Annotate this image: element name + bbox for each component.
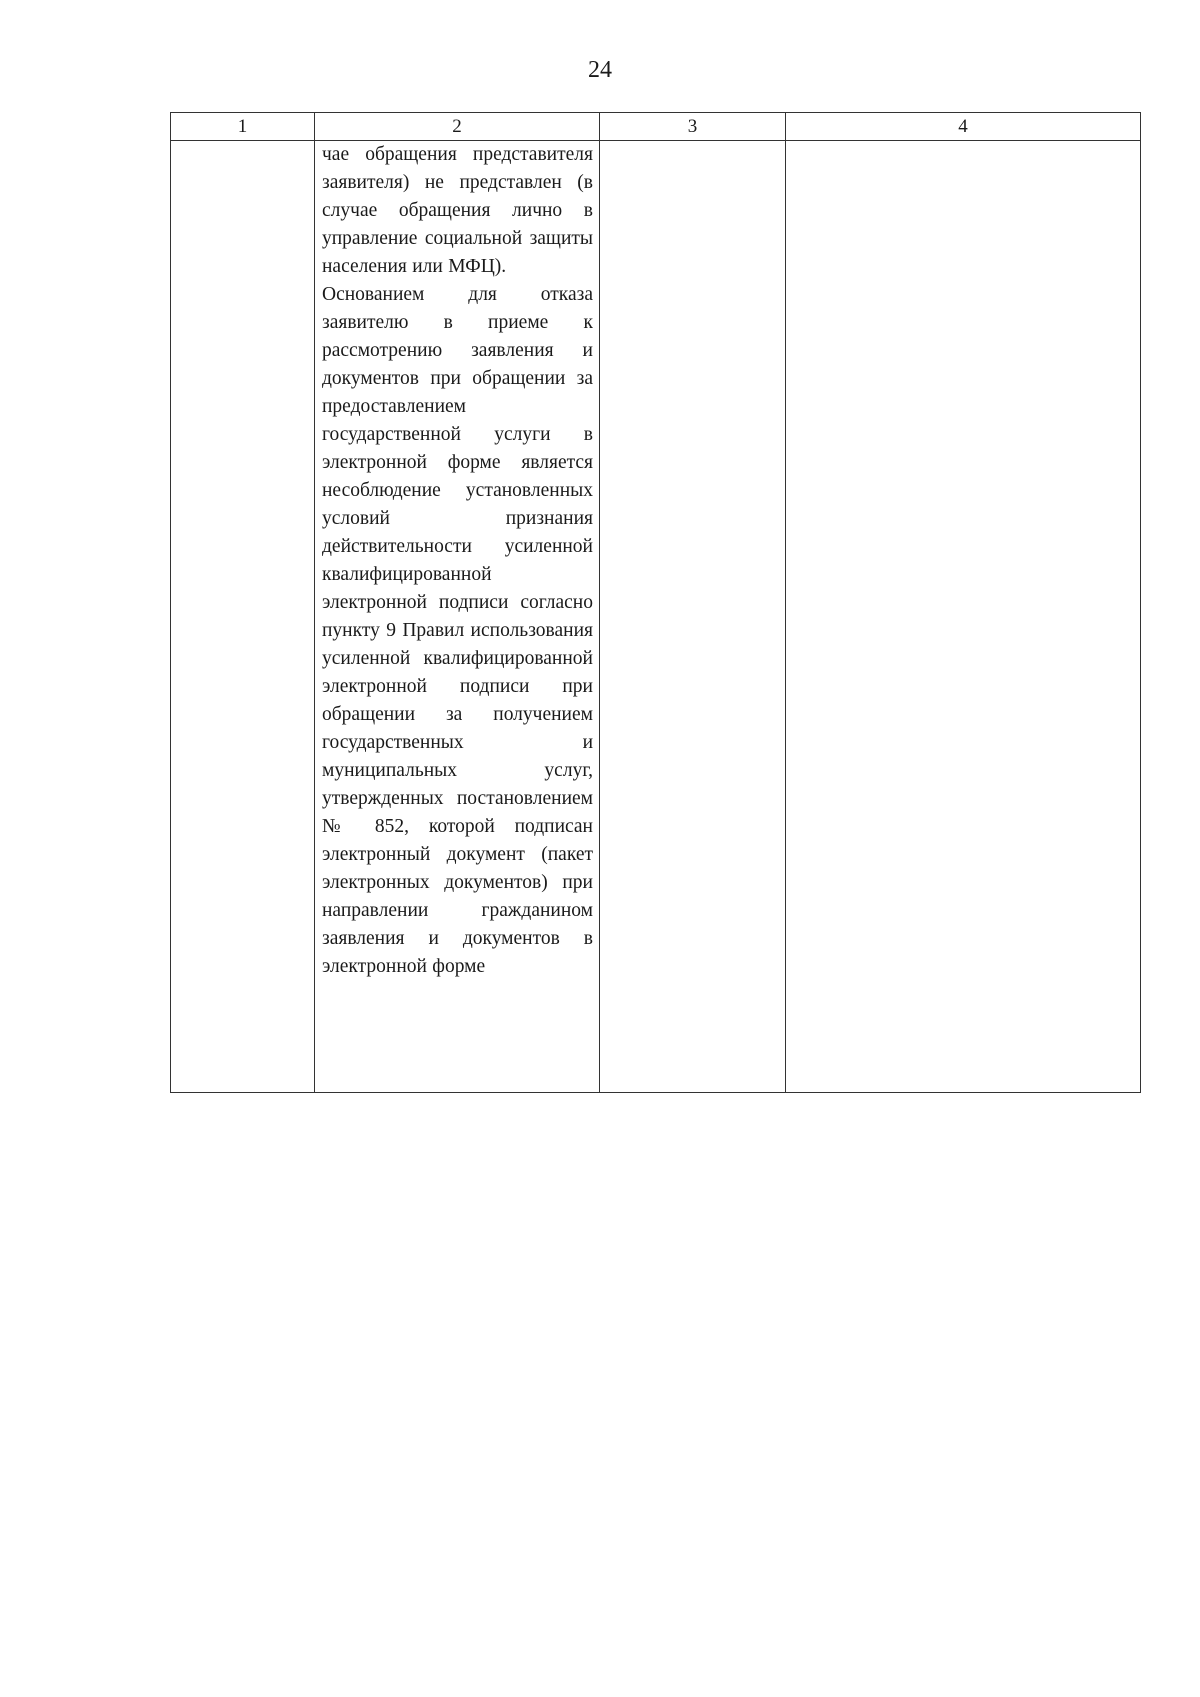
column-header-2: 2: [315, 113, 600, 141]
cell-column-1: [171, 141, 315, 1093]
page-number: 24: [588, 57, 612, 83]
table-row: [171, 141, 1141, 1093]
column-header-1: 1: [171, 113, 315, 141]
column-header-4: 4: [786, 113, 1141, 141]
table-body: [171, 141, 1141, 1093]
refusal-grounds-electronic: Основанием для отказа заявителю в приеме к рассмотрению заявления и документов при обращении за предоставлением государственной услуги в электронной форме является несоблюдение установленных условий признания действительности усиленной квалифицированной электронной подписи согласно пункту 9 Правил использования усиленной квалифицированной электронной подписи при обращении за получением государственных и муниципальных услуг, утвержденных постановлением № 852, которой подписан электронный документ (пакет электронных документов) при направлении гражданином заявления и документов в электронной форме: [322, 284, 593, 977]
cell-column-2: [315, 141, 600, 1093]
table-header-row: [171, 113, 1141, 141]
column-header-3: 3: [600, 113, 786, 141]
cell-column-3: [600, 141, 786, 1093]
refusal-grounds-continuation: чае обращения представителя заявителя) не представлен (в случае обращения лично в управление социальной защиты населения или МФЦ).: [322, 144, 593, 277]
table-header: [171, 113, 1141, 141]
document-table: [170, 112, 1141, 1093]
cell-column-4: [786, 141, 1141, 1093]
